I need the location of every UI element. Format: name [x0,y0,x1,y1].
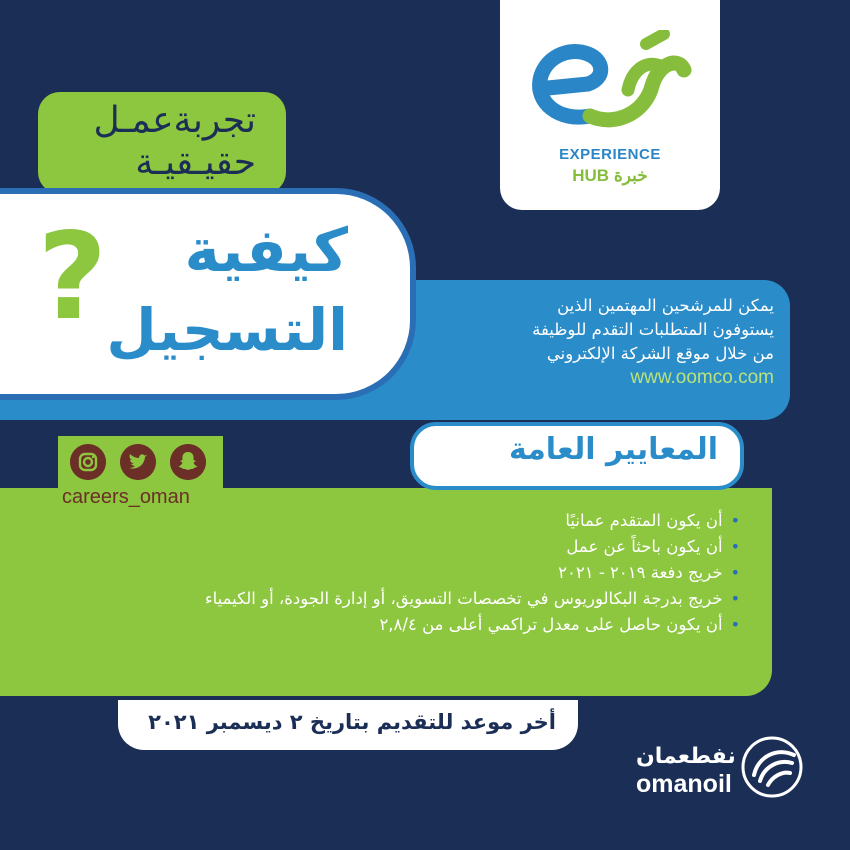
criteria-item-text: أن يكون المتقدم عمانيًا [565,511,723,530]
criteria-title-pill [410,422,744,490]
list-item [100,586,740,612]
experience-hub-logo-icon [528,30,693,140]
criteria-title: المعايير العامة [509,432,718,467]
title-pill [0,188,416,400]
criteria-item-text: أن يكون باحثاً عن عمل [566,537,723,556]
title-line-1: كيفية [184,216,348,286]
list-item [100,534,740,560]
criteria-item-text: خريج بدرجة البكالوريوس في تخصصات التسويق، أو إدارة الجودة، أو الكيمياء [204,589,723,608]
criteria-list [100,508,740,638]
website-link[interactable]: www.oomco.com [630,367,774,388]
tagline-line-1: تجربةعمـل [93,100,256,141]
info-line-3: من خلال موقع الشركة الإلكتروني [546,344,774,363]
brand-name-arabic: نفطعمان [636,744,736,769]
list-item [100,508,740,534]
title-line-2: التسجيل [106,296,348,364]
brand-name-english: omanoil [636,770,732,798]
instagram-icon[interactable] [70,444,106,480]
deadline-pill [118,700,578,750]
deadline-text: أخر موعد للتقديم بتاريخ ٢ ديسمبر ٢٠٢١ [148,710,556,734]
bullet-icon: • [730,537,740,556]
social-icons [70,444,210,484]
info-line-1: يمكن للمرشحين المهتمين الذين [557,296,774,315]
logo-hub-text: HUB خبرة [572,166,648,185]
question-mark-icon: ؟ [38,208,108,347]
bullet-icon: • [730,511,740,530]
social-handle[interactable]: careers_oman [62,486,190,508]
bullet-icon: • [730,589,740,608]
criteria-item-text: خريج دفعة ٢٠١٩ - ٢٠٢١ [558,563,723,582]
list-item [100,560,740,586]
tagline-line-2: حقيـقيـة [135,142,256,183]
info-line-2: يستوفون المتطلبات التقدم للوظيفة [532,320,774,339]
snapchat-icon[interactable] [170,444,206,480]
bullet-icon: • [730,615,740,634]
logo-experience-text: EXPERIENCE [559,146,661,163]
criteria-item-text: أن يكون حاصل على معدل تراكمي أعلى من ٢,٨/٤ [379,615,723,634]
list-item [100,612,740,638]
tagline-box [38,92,286,194]
twitter-icon[interactable] [120,444,156,480]
social-box [58,436,223,514]
experience-hub-logo-card [500,0,720,210]
omanoil-logo-icon [740,735,804,799]
bullet-icon: • [730,563,740,582]
